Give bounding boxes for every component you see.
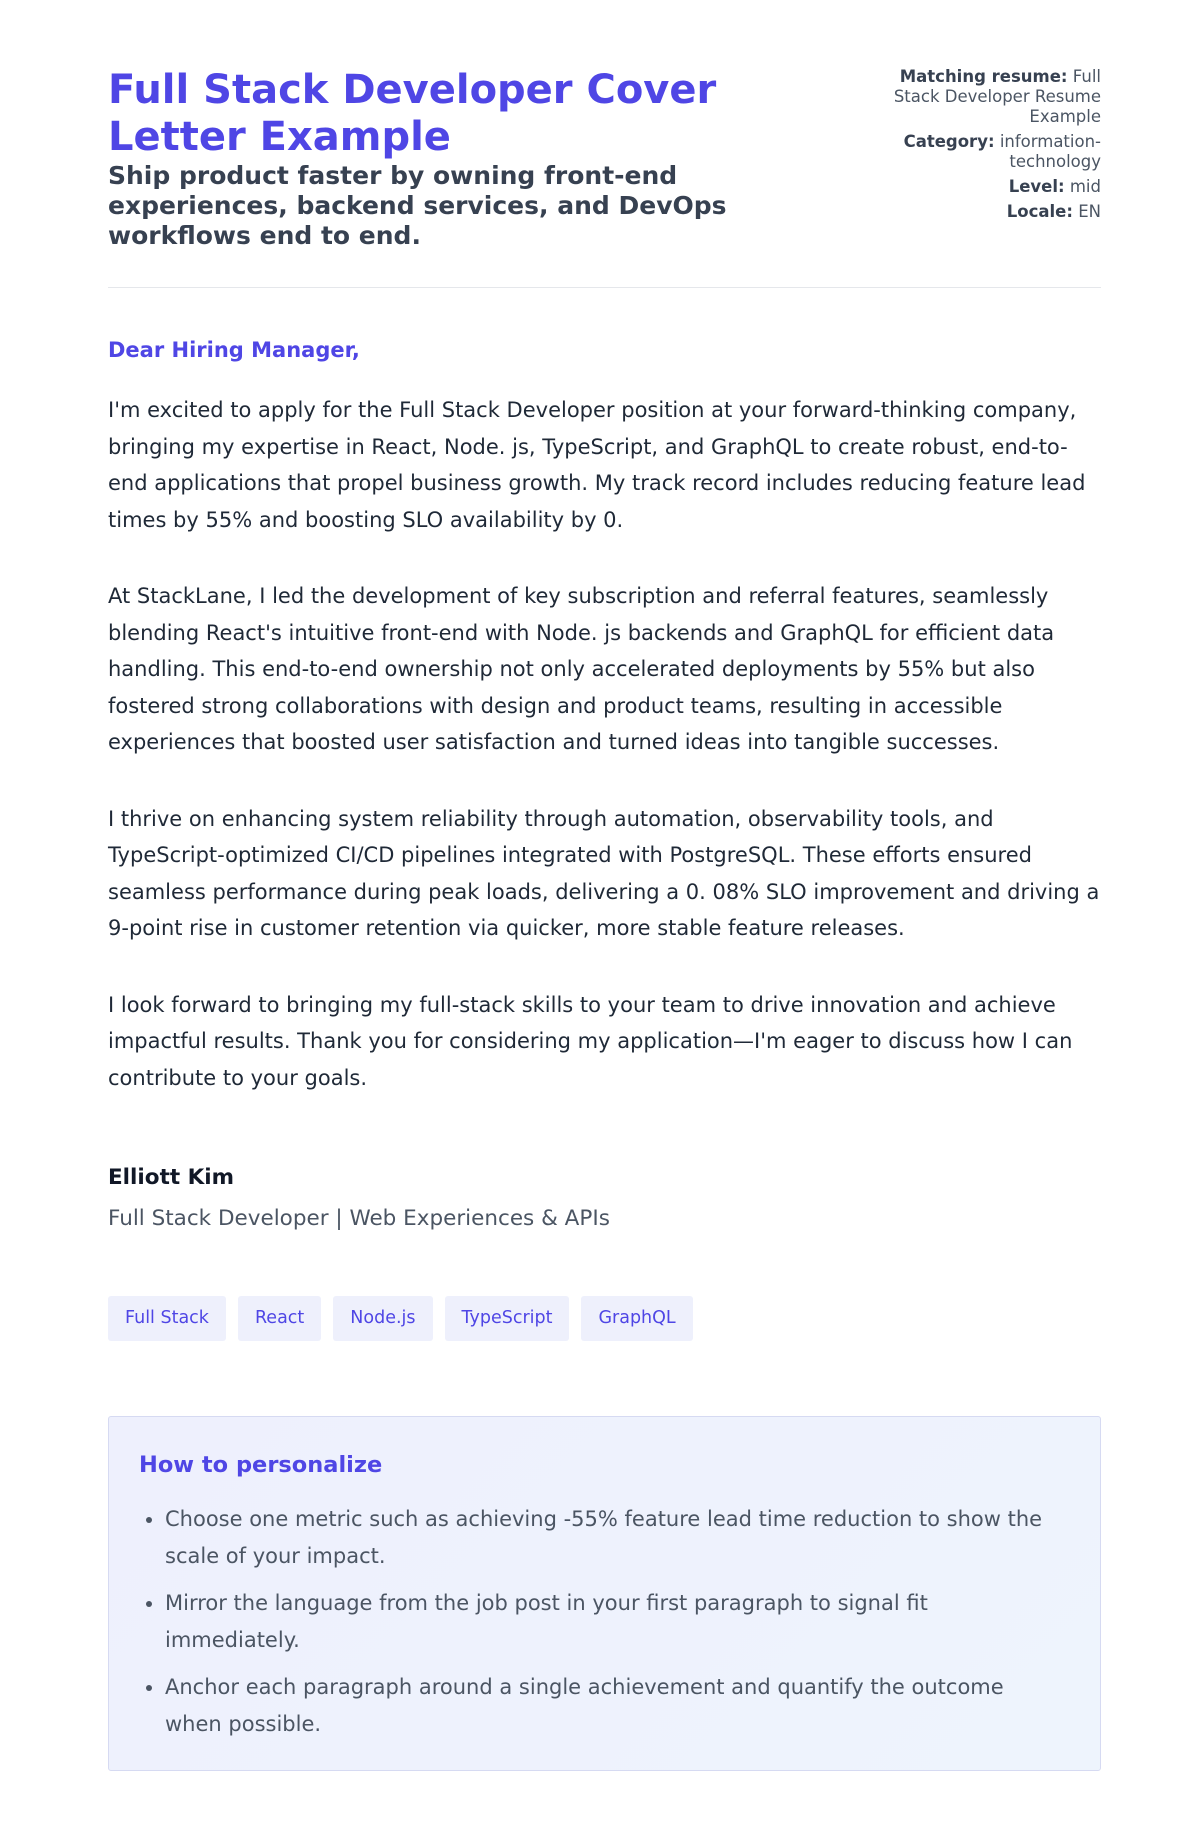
meta-key: Locale: [1006, 202, 1073, 221]
meta-panel [876, 67, 1101, 227]
cover-letter-page [108, 0, 1101, 1736]
tips-title: How to personalize [139, 1452, 383, 1478]
meta-value: mid [1069, 177, 1101, 196]
personalize-tips-box [108, 1416, 1101, 1771]
meta-key: Matching resume: [899, 67, 1068, 86]
page-subtitle: Ship product faster by owning front-end experiences, backend services, and DevOps workflows end to end. [108, 161, 727, 250]
tag: TypeScript [445, 1296, 570, 1341]
page-header [108, 0, 1101, 288]
signature-role: Full Stack Developer | Web Experiences & APIs [108, 1206, 610, 1231]
tag: Node.js [333, 1296, 432, 1341]
tag: React [238, 1296, 321, 1341]
meta-matching-resume [876, 67, 1101, 127]
meta-category [876, 132, 1101, 172]
tip-item: • Anchor each paragraph around a single achievement and quantify the outcome when possible. [165, 1669, 1065, 1743]
meta-value: information-technology [999, 132, 1101, 171]
meta-value: EN [1078, 202, 1101, 221]
salutation: Dear Hiring Manager, [108, 338, 360, 362]
tip-item: • Choose one metric such as achieving -55% feature lead time reduction to show the scale of your impact. [165, 1501, 1065, 1575]
signature-name: Elliott Kim [108, 1165, 235, 1190]
meta-value: Full Stack Developer Resume Example [893, 67, 1101, 126]
tag: GraphQL [581, 1296, 692, 1341]
letter-body [108, 392, 1101, 1136]
tag: Full Stack [108, 1296, 226, 1341]
meta-key: Level: [1008, 177, 1065, 196]
tip-item: • Mirror the language from the job post in your first paragraph to signal fit immediately. [165, 1585, 1065, 1659]
meta-level [876, 177, 1101, 197]
meta-key: Category: [903, 132, 995, 151]
letter-paragraph: I'm excited to apply for the Full Stack Developer position at your forward-thinking company, bringing my expertise in React, Node. js, TypeScript, and GraphQL to create robust, end-to-end applications that propel business growth. My track record includes reducing feature lead times by 55% and boosting SLO availability by 0. [108, 398, 1086, 532]
letter-paragraph: I look forward to bringing my full-stack skills to your team to drive innovation and achieve impactful results. Thank you for considering my application—I'm eager to discuss how I can contribute to your goals. [108, 992, 1073, 1090]
tips-list [139, 1501, 1065, 1753]
letter-paragraph: At StackLane, I led the development of key subscription and referral features, seamlessly blending React's intuitive front-end with Node. js backends and GraphQL for efficient data handling. This end-to-end ownership not only accelerated deployments by 55% but also fostered strong collaborations with design and product teams, resulting in accessible experiences that boosted user satisfaction and turned ideas into tangible successes. [108, 584, 1055, 754]
page-title: Full Stack Developer Cover Letter Example [108, 67, 717, 160]
meta-locale [876, 202, 1101, 222]
tag-list [108, 1296, 693, 1341]
letter-paragraph: I thrive on enhancing system reliability through automation, observability tools, and TypeScript-optimized CI/CD pipelines integrated with PostgreSQL. These efforts ensured seamless performance during peak loads, delivering a 0. 08% SLO improvement and driving a 9-point rise in customer retention via quicker, more stable feature releases. [108, 806, 1100, 940]
